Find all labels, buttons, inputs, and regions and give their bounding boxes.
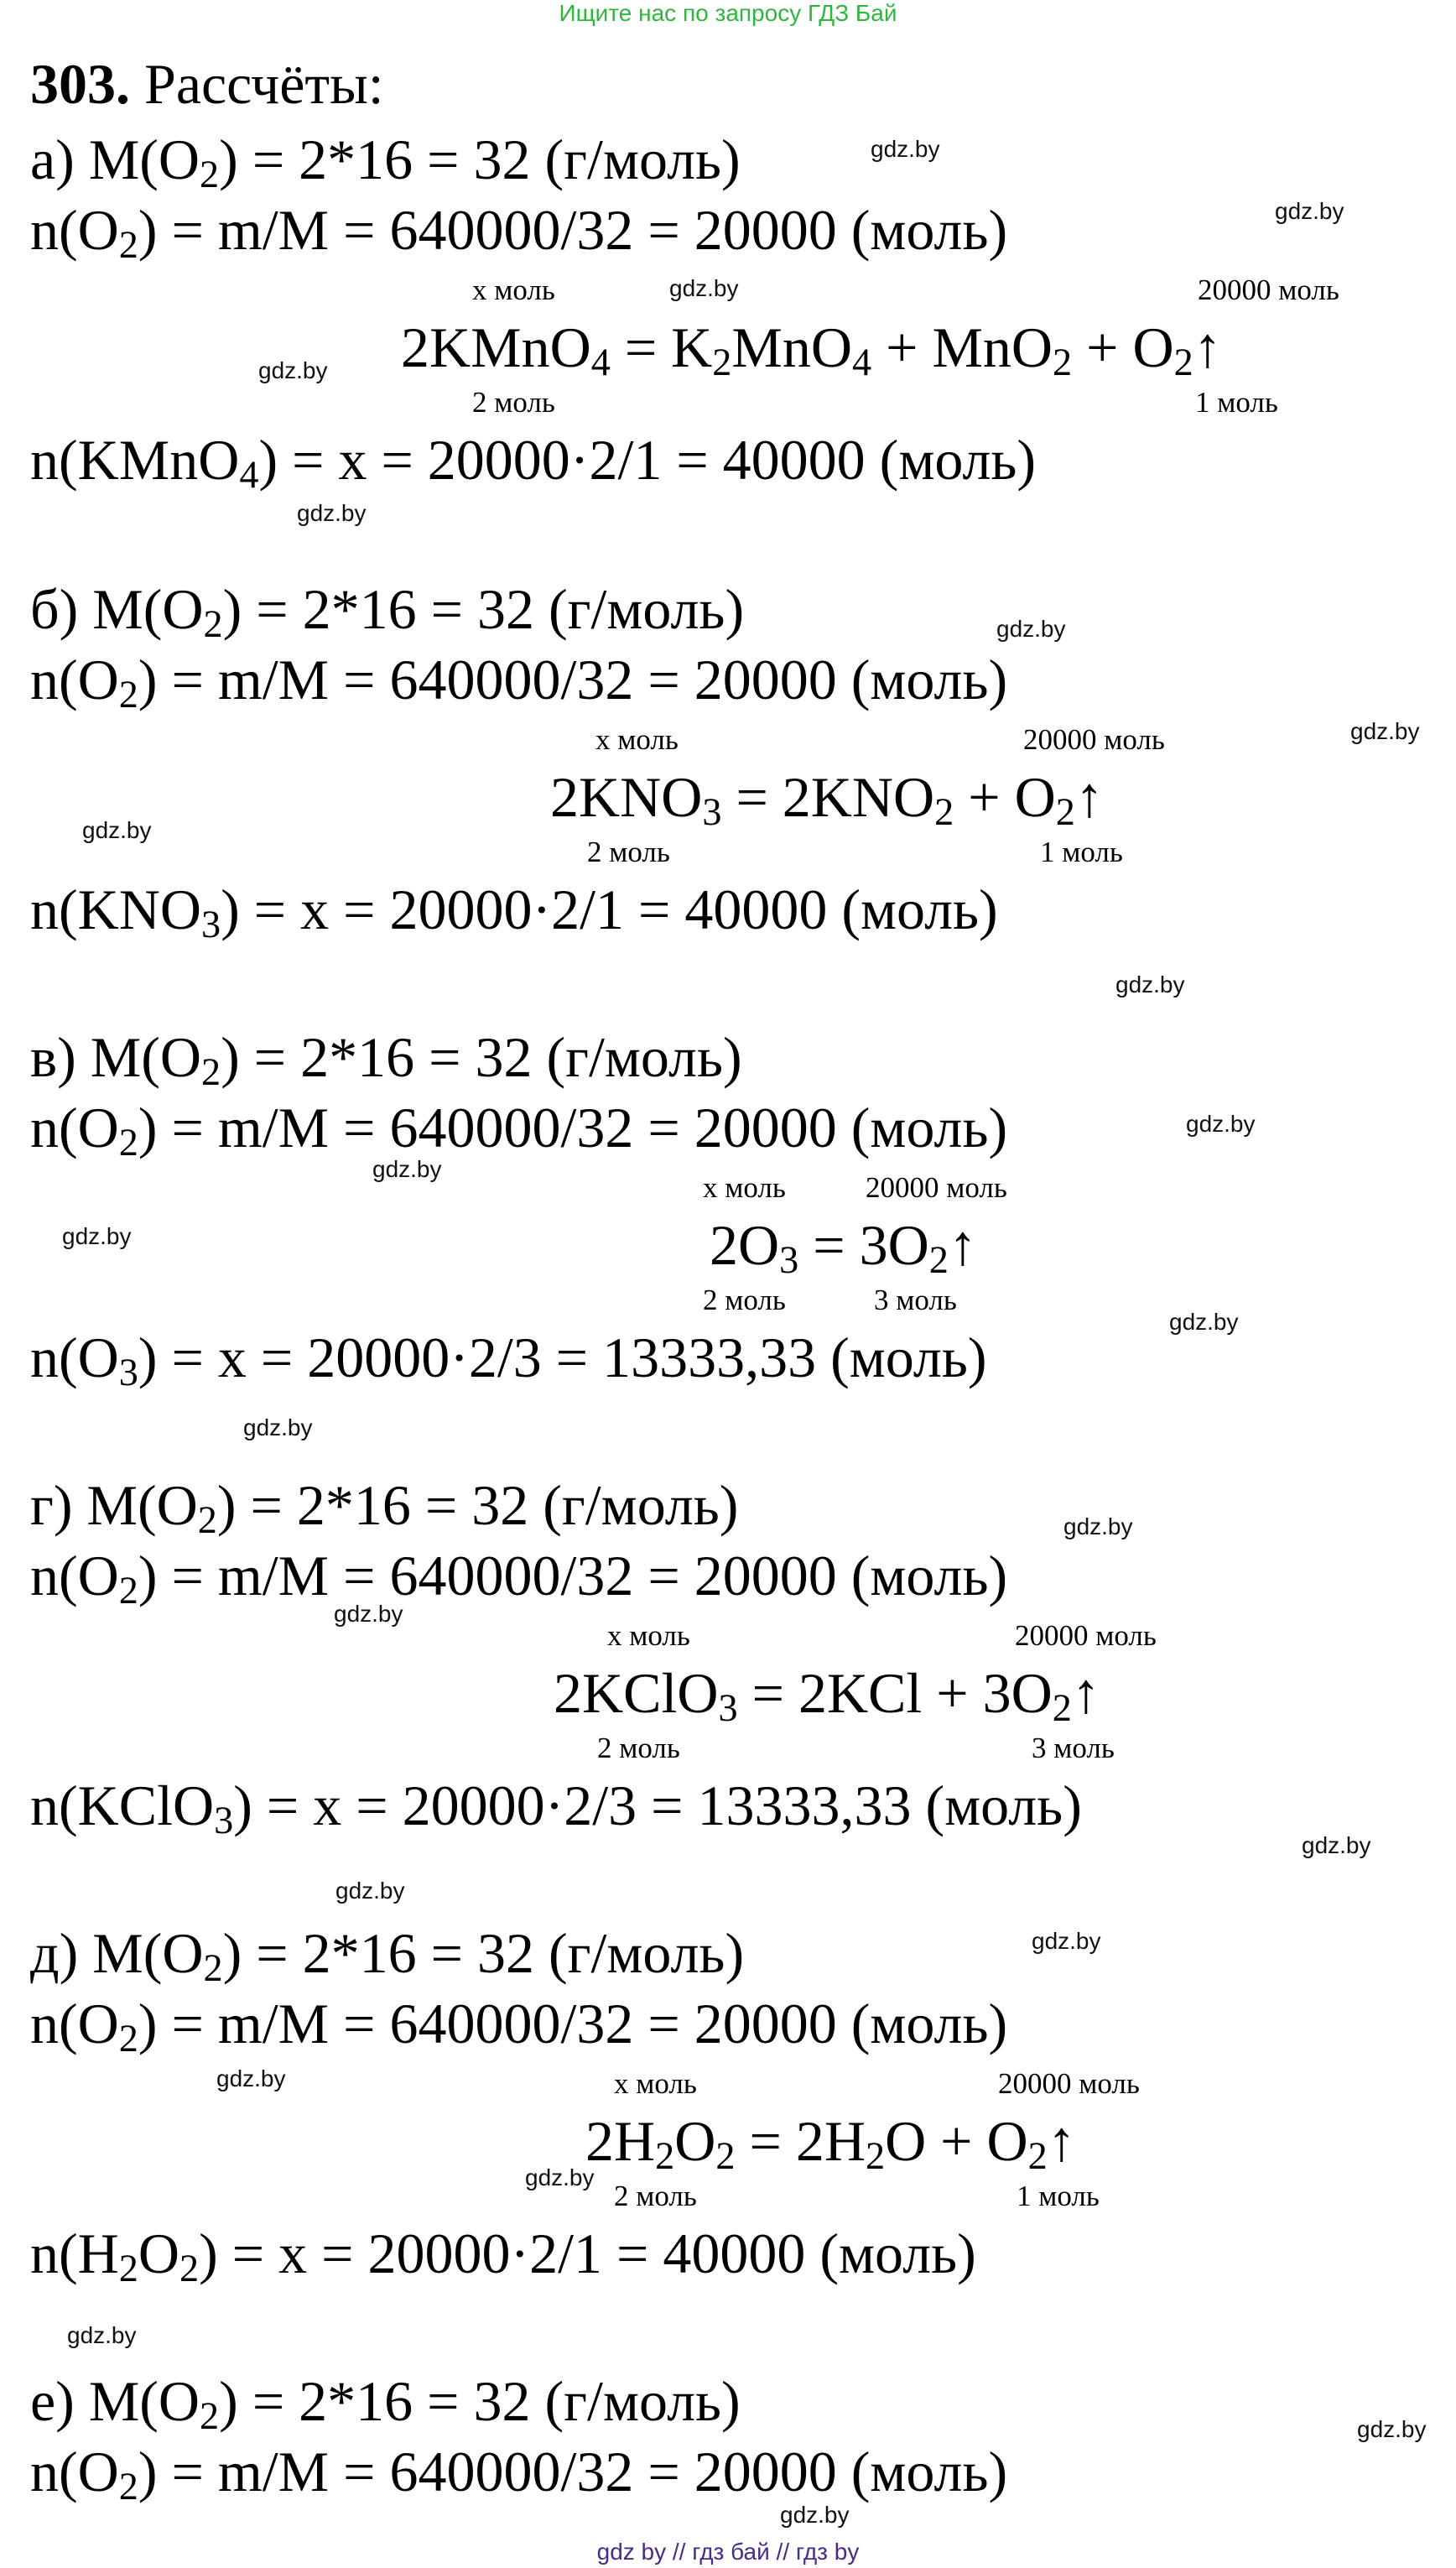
problem-number: 303. — [30, 52, 130, 116]
watermark: gdz.by — [1169, 1309, 1239, 1335]
above-right-label: 20000 моль — [866, 1171, 1007, 1204]
watermark: gdz.by — [669, 275, 739, 301]
section-letter: д) — [30, 1921, 79, 1985]
watermark: gdz.by — [996, 616, 1066, 642]
section-v-result: $n(O_3) = x = 20000\cdot 2/3 = 13333,33$ (моль) — [30, 1326, 987, 1395]
watermark: gdz.by — [372, 1156, 442, 1182]
section-g-molar-mass — [30, 1473, 739, 1543]
section-b-molar-mass — [30, 577, 745, 647]
above-right-label: 20000 моль — [1015, 1619, 1157, 1652]
section-b-result: $n(KNO_3) = x = 20000\cdot 2/1 = 40000$ (моль) — [30, 878, 998, 947]
above-left-label: x моль — [595, 723, 679, 756]
section-g-result: n(KClO$_3$) = x = 20000·2/3 = 13333,33 (моль) — [30, 1774, 1082, 1843]
watermark: gdz.by — [1186, 1111, 1256, 1137]
section-letter: е) — [30, 2369, 75, 2433]
molar-mass-line: $M(O_2) = 2*16 = 32$ (г/моль) — [86, 1473, 739, 1543]
below-right-label: 3 моль — [874, 1284, 957, 1316]
above-right-label: 20000 моль — [998, 2067, 1140, 2100]
below-left-label: 2 моль — [587, 836, 670, 868]
below-right-label: 1 моль — [1040, 836, 1123, 868]
problem-heading: Рассчёты: — [144, 52, 384, 116]
section-b-equation: $2KNO_3 = 2KNO_2$ + $O_2↑$ — [550, 765, 1104, 835]
section-g-moles: $n(O_2) = m/M = 640000/32 = 20000$ (моль) — [30, 1544, 1008, 1613]
section-d-result: $n(H_2O_2) = x = 20000\cdot 2/1 = 40000$ (моль) — [30, 2222, 976, 2291]
watermark: gdz.by — [335, 1878, 405, 1904]
watermark: gdz.by — [1357, 2416, 1427, 2442]
section-letter: в) — [30, 1025, 76, 1089]
section-v-moles: $n(O_2) = m/M = 640000/32 = 20000$ (моль) — [30, 1096, 1008, 1165]
below-left-label: 2 моль — [703, 1284, 786, 1316]
above-left-label: x моль — [703, 1171, 786, 1204]
above-left-label: x моль — [472, 273, 555, 306]
watermark: gdz.by — [780, 2502, 850, 2528]
header-search-link[interactable]: Ищите нас по запросу ГДЗ Бай — [559, 0, 897, 26]
footer-site-links[interactable]: gdz by // гдз бай // гдз by — [596, 2539, 860, 2565]
watermark: gdz.by — [1275, 198, 1344, 224]
watermark: gdz.by — [258, 357, 328, 383]
section-d-molar-mass — [30, 1921, 745, 1991]
section-a-molar-mass — [30, 128, 741, 197]
watermark: gdz.by — [525, 2164, 595, 2190]
below-right-label: 3 моль — [1032, 1732, 1115, 1764]
above-right-label: 20000 моль — [1023, 723, 1165, 756]
section-b-moles: $n(O_2) = m/M = 640000/32 = 20000$ (моль) — [30, 648, 1008, 717]
above-right-label: 20000 моль — [1198, 273, 1339, 306]
watermark: gdz.by — [1350, 718, 1420, 744]
below-right-label: 1 моль — [1195, 386, 1278, 419]
watermark: gdz.by — [67, 2322, 137, 2348]
molar-mass-line: $M(O_2) = 2*16 = 32$ (г/моль) — [90, 1025, 742, 1095]
below-right-label: 1 моль — [1017, 2180, 1100, 2212]
problem-title — [30, 52, 384, 116]
above-left-label: x моль — [607, 1619, 690, 1652]
section-v-molar-mass — [30, 1025, 742, 1095]
section-letter: б) — [30, 577, 79, 641]
section-letter: г) — [30, 1473, 73, 1537]
watermark: gdz.by — [1302, 1832, 1371, 1858]
section-a-result: n(KMnO$_4$) = x = 20000·2/1 = 40000 (моль) — [30, 428, 1037, 497]
molar-mass-line: $M(O_2) = 2*16 = 32$ (г/моль) — [88, 128, 741, 197]
below-left-label: 2 моль — [597, 1732, 680, 1764]
watermark: gdz.by — [1115, 971, 1185, 998]
molar-mass-line: $M(O_2) = 2*16 = 32$ (г/моль) — [92, 1921, 745, 1991]
watermark: gdz.by — [1032, 1928, 1101, 1954]
watermark: gdz.by — [82, 817, 152, 843]
section-e-molar-mass — [30, 2369, 741, 2439]
section-a-moles: $n(O_2) = m/M = 640000/32 = 20000$ (моль) — [30, 198, 1008, 268]
watermark: gdz.by — [216, 2065, 286, 2091]
watermark: gdz.by — [62, 1223, 132, 1249]
below-left-label: 2 моль — [472, 386, 555, 419]
below-left-label: 2 моль — [614, 2180, 697, 2212]
watermark: gdz.by — [334, 1601, 403, 1627]
section-g-equation: 2KClO$_3$ = $2KCl + 3O_2↑$ — [554, 1661, 1100, 1731]
watermark: gdz.by — [243, 1414, 313, 1440]
section-a-equation: 2KMnO$_4$ = $K_2MnO_4 + MnO_2$ + $O_2↑$ — [401, 315, 1222, 385]
above-left-label: x моль — [614, 2067, 697, 2100]
watermark: gdz.by — [297, 500, 367, 526]
section-d-moles: $n(O_2) = m/M = 640000/32 = 20000$ (моль) — [30, 1992, 1008, 2061]
section-e-moles: $n(O_2) = m/M = 640000/32 = 20000$ (моль) — [30, 2440, 1008, 2509]
molar-mass-line: $M(O_2) = 2*16 = 32$ (г/моль) — [92, 577, 745, 647]
section-d-equation: $2H_2O_2 = 2H_2O$ + $O_2↑$ — [585, 2109, 1076, 2179]
molar-mass-line: $M(O_2) = 2*16 = 32$ (г/моль) — [88, 2369, 741, 2439]
section-v-equation: $2O_3$ = $3O_2↑$ — [710, 1213, 977, 1283]
section-letter: а) — [30, 128, 75, 191]
watermark: gdz.by — [1063, 1513, 1133, 1539]
watermark: gdz.by — [871, 136, 940, 162]
